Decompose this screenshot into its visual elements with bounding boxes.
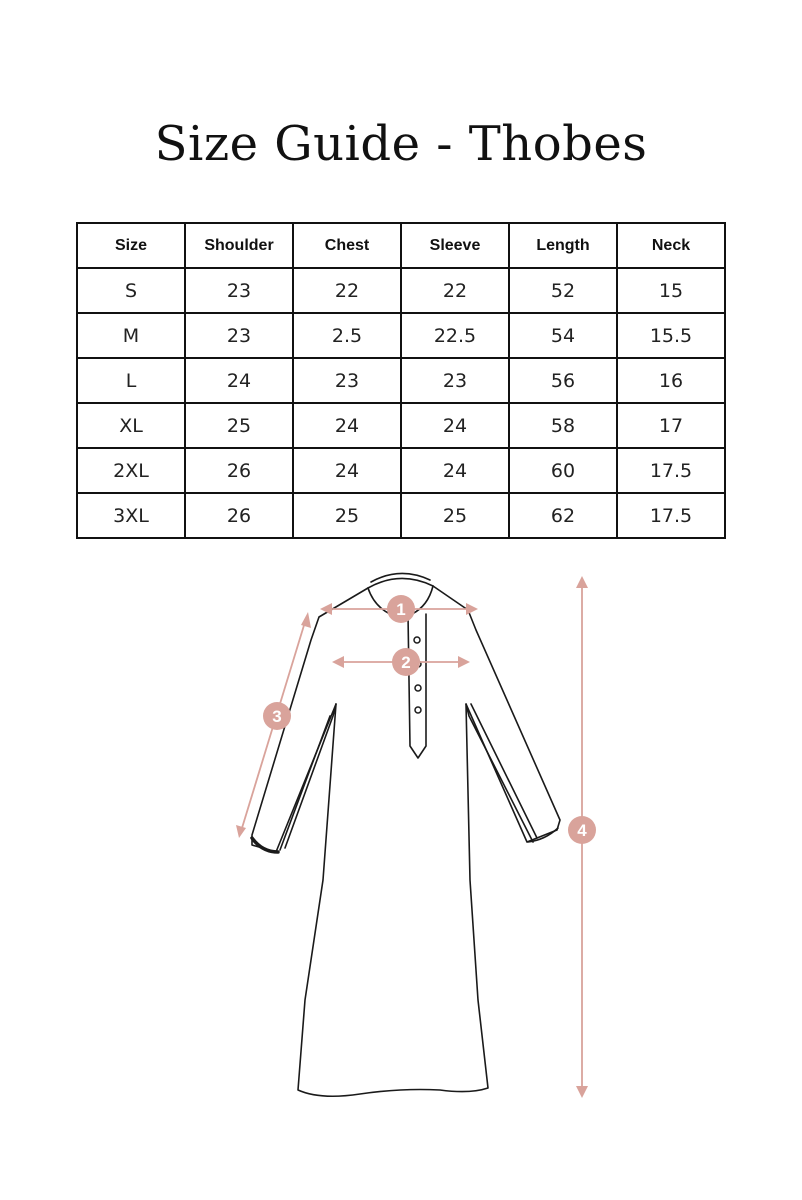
table-cell: 24 bbox=[401, 403, 509, 448]
marker-2 bbox=[392, 648, 420, 676]
table-cell: XL bbox=[77, 403, 185, 448]
table-cell: 24 bbox=[293, 403, 401, 448]
svg-text:4: 4 bbox=[577, 821, 587, 840]
table-cell: 24 bbox=[185, 358, 293, 403]
table-cell: 24 bbox=[293, 448, 401, 493]
table-cell: 15.5 bbox=[617, 313, 725, 358]
header-length: Length bbox=[509, 223, 617, 268]
table-cell: 3XL bbox=[77, 493, 185, 538]
header-sleeve: Sleeve bbox=[401, 223, 509, 268]
table-cell: 22.5 bbox=[401, 313, 509, 358]
table-cell: 62 bbox=[509, 493, 617, 538]
table-cell: 23 bbox=[185, 313, 293, 358]
page-title: Size Guide - Thobes bbox=[154, 116, 648, 172]
svg-text:2: 2 bbox=[401, 653, 411, 672]
svg-text:3: 3 bbox=[272, 707, 282, 726]
button-icon bbox=[415, 707, 421, 713]
table-cell: 15 bbox=[617, 268, 725, 313]
table-cell: 25 bbox=[293, 493, 401, 538]
table-cell: 2XL bbox=[77, 448, 185, 493]
table-cell: 17 bbox=[617, 403, 725, 448]
buttons bbox=[414, 637, 421, 713]
table-cell: S bbox=[77, 268, 185, 313]
table-cell: 2.5 bbox=[293, 313, 401, 358]
table-cell: L bbox=[77, 358, 185, 403]
button-icon bbox=[414, 637, 420, 643]
header-size: Size bbox=[77, 223, 185, 268]
table-cell: 17.5 bbox=[617, 493, 725, 538]
table-cell: 54 bbox=[509, 313, 617, 358]
button-icon bbox=[415, 685, 421, 691]
table-cell: 16 bbox=[617, 358, 725, 403]
table-cell: 23 bbox=[293, 358, 401, 403]
header-shoulder: Shoulder bbox=[185, 223, 293, 268]
table-cell: M bbox=[77, 313, 185, 358]
header-neck: Neck bbox=[617, 223, 725, 268]
table-cell: 25 bbox=[401, 493, 509, 538]
header-chest: Chest bbox=[293, 223, 401, 268]
marker-3 bbox=[263, 702, 291, 730]
marker-1 bbox=[387, 595, 415, 623]
table-cell: 26 bbox=[185, 493, 293, 538]
table-cell: 56 bbox=[509, 358, 617, 403]
table-cell: 24 bbox=[401, 448, 509, 493]
table-cell: 17.5 bbox=[617, 448, 725, 493]
table-cell: 22 bbox=[401, 268, 509, 313]
table-cell: 52 bbox=[509, 268, 617, 313]
table-cell: 22 bbox=[293, 268, 401, 313]
table-cell: 60 bbox=[509, 448, 617, 493]
table-cell: 23 bbox=[185, 268, 293, 313]
svg-text:1: 1 bbox=[396, 600, 406, 619]
table-cell: 25 bbox=[185, 403, 293, 448]
table-cell: 26 bbox=[185, 448, 293, 493]
table-cell: 23 bbox=[401, 358, 509, 403]
table-cell: 58 bbox=[509, 403, 617, 448]
marker-4 bbox=[568, 816, 596, 844]
